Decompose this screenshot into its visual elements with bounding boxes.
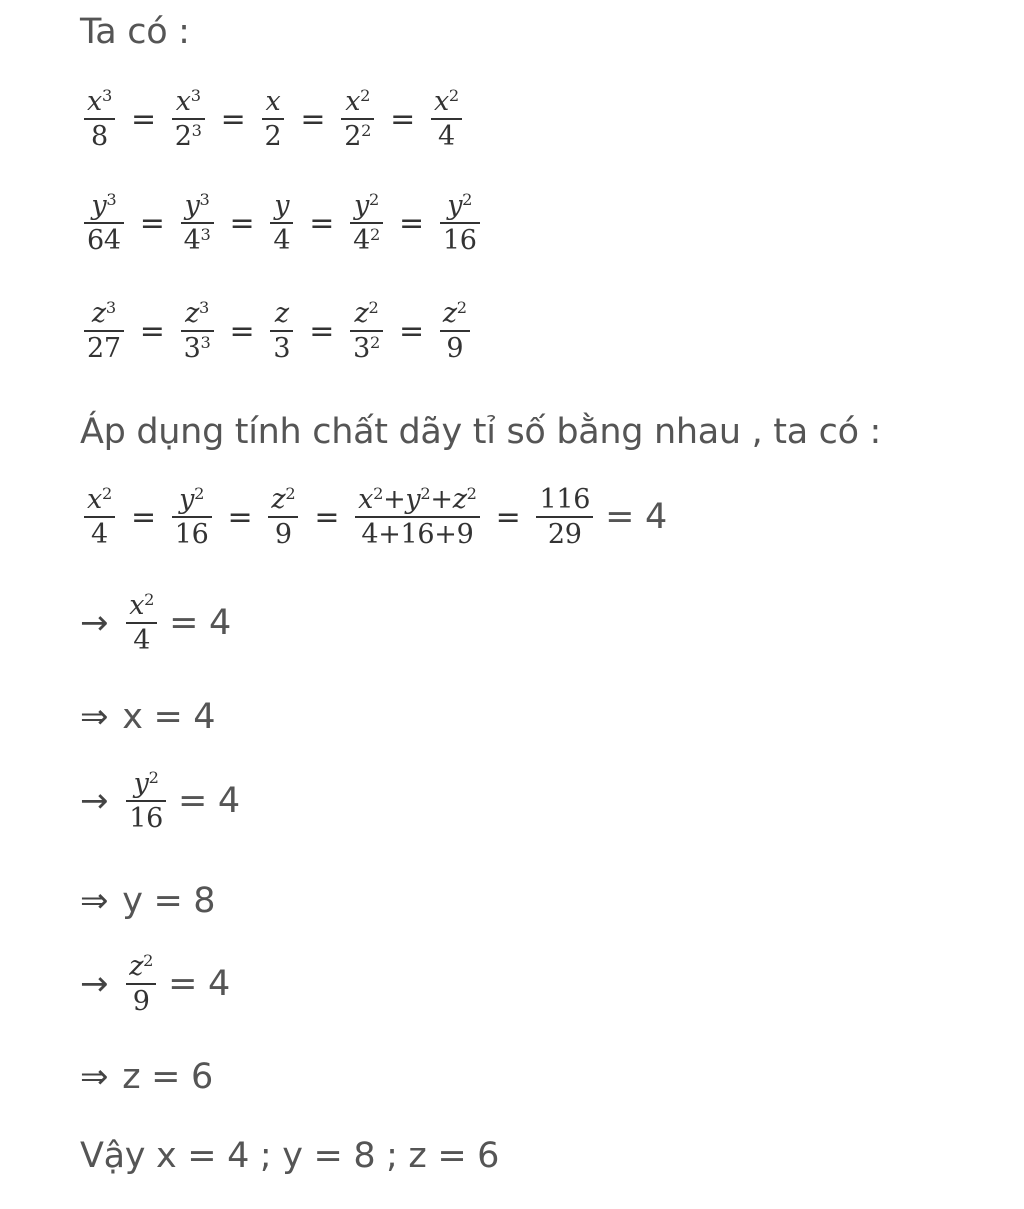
fraction: $\frac{z^3}{27}$ <box>84 300 124 362</box>
arrow-icon: → <box>80 964 109 1004</box>
equals-sign: = <box>309 313 335 349</box>
equals-sign: = <box>227 499 253 535</box>
fraction: $\frac{y^2}{4^2}$ <box>350 192 383 254</box>
equals-sign: = <box>139 205 165 241</box>
intro-text: Ta có : <box>80 12 190 52</box>
step-z <box>80 953 230 1015</box>
fraction: $\frac{z^2}{9}$ <box>268 486 298 548</box>
result-text: y = 8 <box>122 881 216 921</box>
result-z <box>80 1057 213 1097</box>
conclusion-line <box>80 1136 499 1176</box>
equals-sign: = <box>229 205 255 241</box>
fraction: $\frac{z^2}{3^2}$ <box>350 300 383 362</box>
equals-sign: = <box>300 101 326 137</box>
fraction: $\frac{x^2}{2^2}$ <box>341 88 374 150</box>
result-text: x = 4 <box>122 697 216 737</box>
result-fraction: $\frac{116}{29}$ <box>536 486 593 548</box>
equals-sign: = <box>139 313 165 349</box>
result-y <box>80 881 215 921</box>
fraction: $\frac{y^2}{16}$ <box>126 770 166 832</box>
fraction: $\frac{z}{3}$ <box>270 300 293 362</box>
fraction: $\frac{y^2}{16}$ <box>172 486 212 548</box>
fraction: $\frac{z^3}{3^3}$ <box>181 300 214 362</box>
fraction: $\frac{x^2}{4}$ <box>431 88 462 150</box>
intro-line <box>80 12 190 52</box>
equals-sign: = <box>220 101 246 137</box>
equals-sign: = <box>398 313 424 349</box>
step-tail: = 4 <box>168 964 230 1004</box>
implies-icon: ⇒ <box>80 697 109 737</box>
fraction: $\frac{y^2}{16}$ <box>440 192 480 254</box>
equals-sign: = <box>398 205 424 241</box>
fraction: $\frac{y^3}{64}$ <box>84 192 124 254</box>
fraction: $\frac{x^3}{2^3}$ <box>172 88 205 150</box>
fraction: $\frac{x^3}{8}$ <box>84 88 115 150</box>
sum-fraction: $\frac{x^2+y^2+z^2}{4+16+9}$ <box>355 486 479 548</box>
equals-sign: = <box>495 499 521 535</box>
fraction: $\frac{x^2}{4}$ <box>84 486 115 548</box>
step-x <box>80 592 231 654</box>
equals-sign: = <box>130 499 156 535</box>
equals-sign: = <box>314 499 340 535</box>
combined-equation <box>80 486 667 548</box>
arrow-icon: → <box>80 781 109 821</box>
step-tail: = 4 <box>169 603 231 643</box>
equation-row-z <box>80 300 474 362</box>
step-y <box>80 770 240 832</box>
equation-row-x <box>80 88 466 150</box>
equals-sign: = <box>130 101 156 137</box>
equals-sign: = <box>229 313 255 349</box>
arrow-icon: → <box>80 603 109 643</box>
fraction: $\frac{y^3}{4^3}$ <box>181 192 214 254</box>
apply-line <box>80 412 881 452</box>
fraction: $\frac{x^2}{4}$ <box>126 592 157 654</box>
fraction: $\frac{z^2}{9}$ <box>126 953 156 1015</box>
conclusion-text: Vậy x = 4 ; y = 8 ; z = 6 <box>80 1136 500 1176</box>
implies-icon: ⇒ <box>80 1057 109 1097</box>
apply-text: Áp dụng tính chất dãy tỉ số bằng nhau , ta có : <box>80 412 882 452</box>
fraction: $\frac{y}{4}$ <box>270 192 293 254</box>
step-tail: = 4 <box>177 781 240 821</box>
result-tail: = 4 <box>605 497 667 537</box>
implies-icon: ⇒ <box>80 881 109 921</box>
fraction: $\frac{x}{2}$ <box>262 88 285 150</box>
equals-sign: = <box>309 205 335 241</box>
equals-sign: = <box>390 101 415 137</box>
result-x <box>80 697 215 737</box>
equation-row-y <box>80 192 484 254</box>
result-text: z = 6 <box>122 1057 213 1097</box>
fraction: $\frac{z^2}{9}$ <box>440 300 470 362</box>
